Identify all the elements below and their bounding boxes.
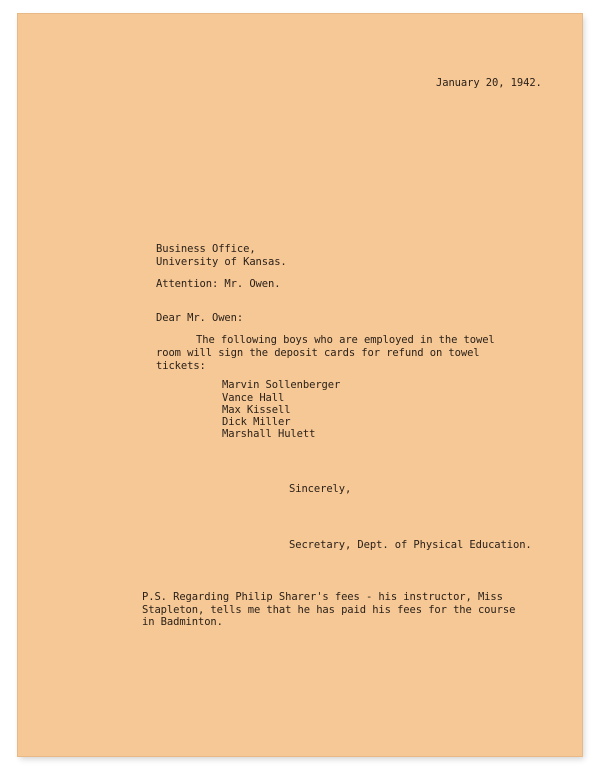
postscript-line-3: in Badminton. [142,616,223,628]
body-line-3: tickets: [156,360,206,372]
postscript-line-2: Stapleton, tells me that he has paid his fees for the course [142,604,516,616]
signature-title: Secretary, Dept. of Physical Education. [289,539,532,551]
salutation: Dear Mr. Owen: [156,312,244,324]
name-list-item: Vance Hall [222,392,285,404]
name-list-item: Dick Miller [222,416,291,428]
attention-line: Attention: Mr. Owen. [156,278,281,290]
postscript-line-1: P.S. Regarding Philip Sharer's fees - his instructor, Miss [142,591,503,603]
letter-date: January 20, 1942. [436,77,542,89]
body-line-1: The following boys who are employed in the towel [196,334,495,346]
name-list-item: Marshall Hulett [222,428,316,440]
name-list-item: Max Kissell [222,404,291,416]
body-line-2: room will sign the deposit cards for refund on towel [156,347,480,359]
recipient-line-1: Business Office, [156,243,256,255]
name-list-item: Marvin Sollenberger [222,379,341,391]
closing: Sincerely, [289,483,352,495]
letter-page [18,14,582,756]
recipient-line-2: University of Kansas. [156,256,287,268]
